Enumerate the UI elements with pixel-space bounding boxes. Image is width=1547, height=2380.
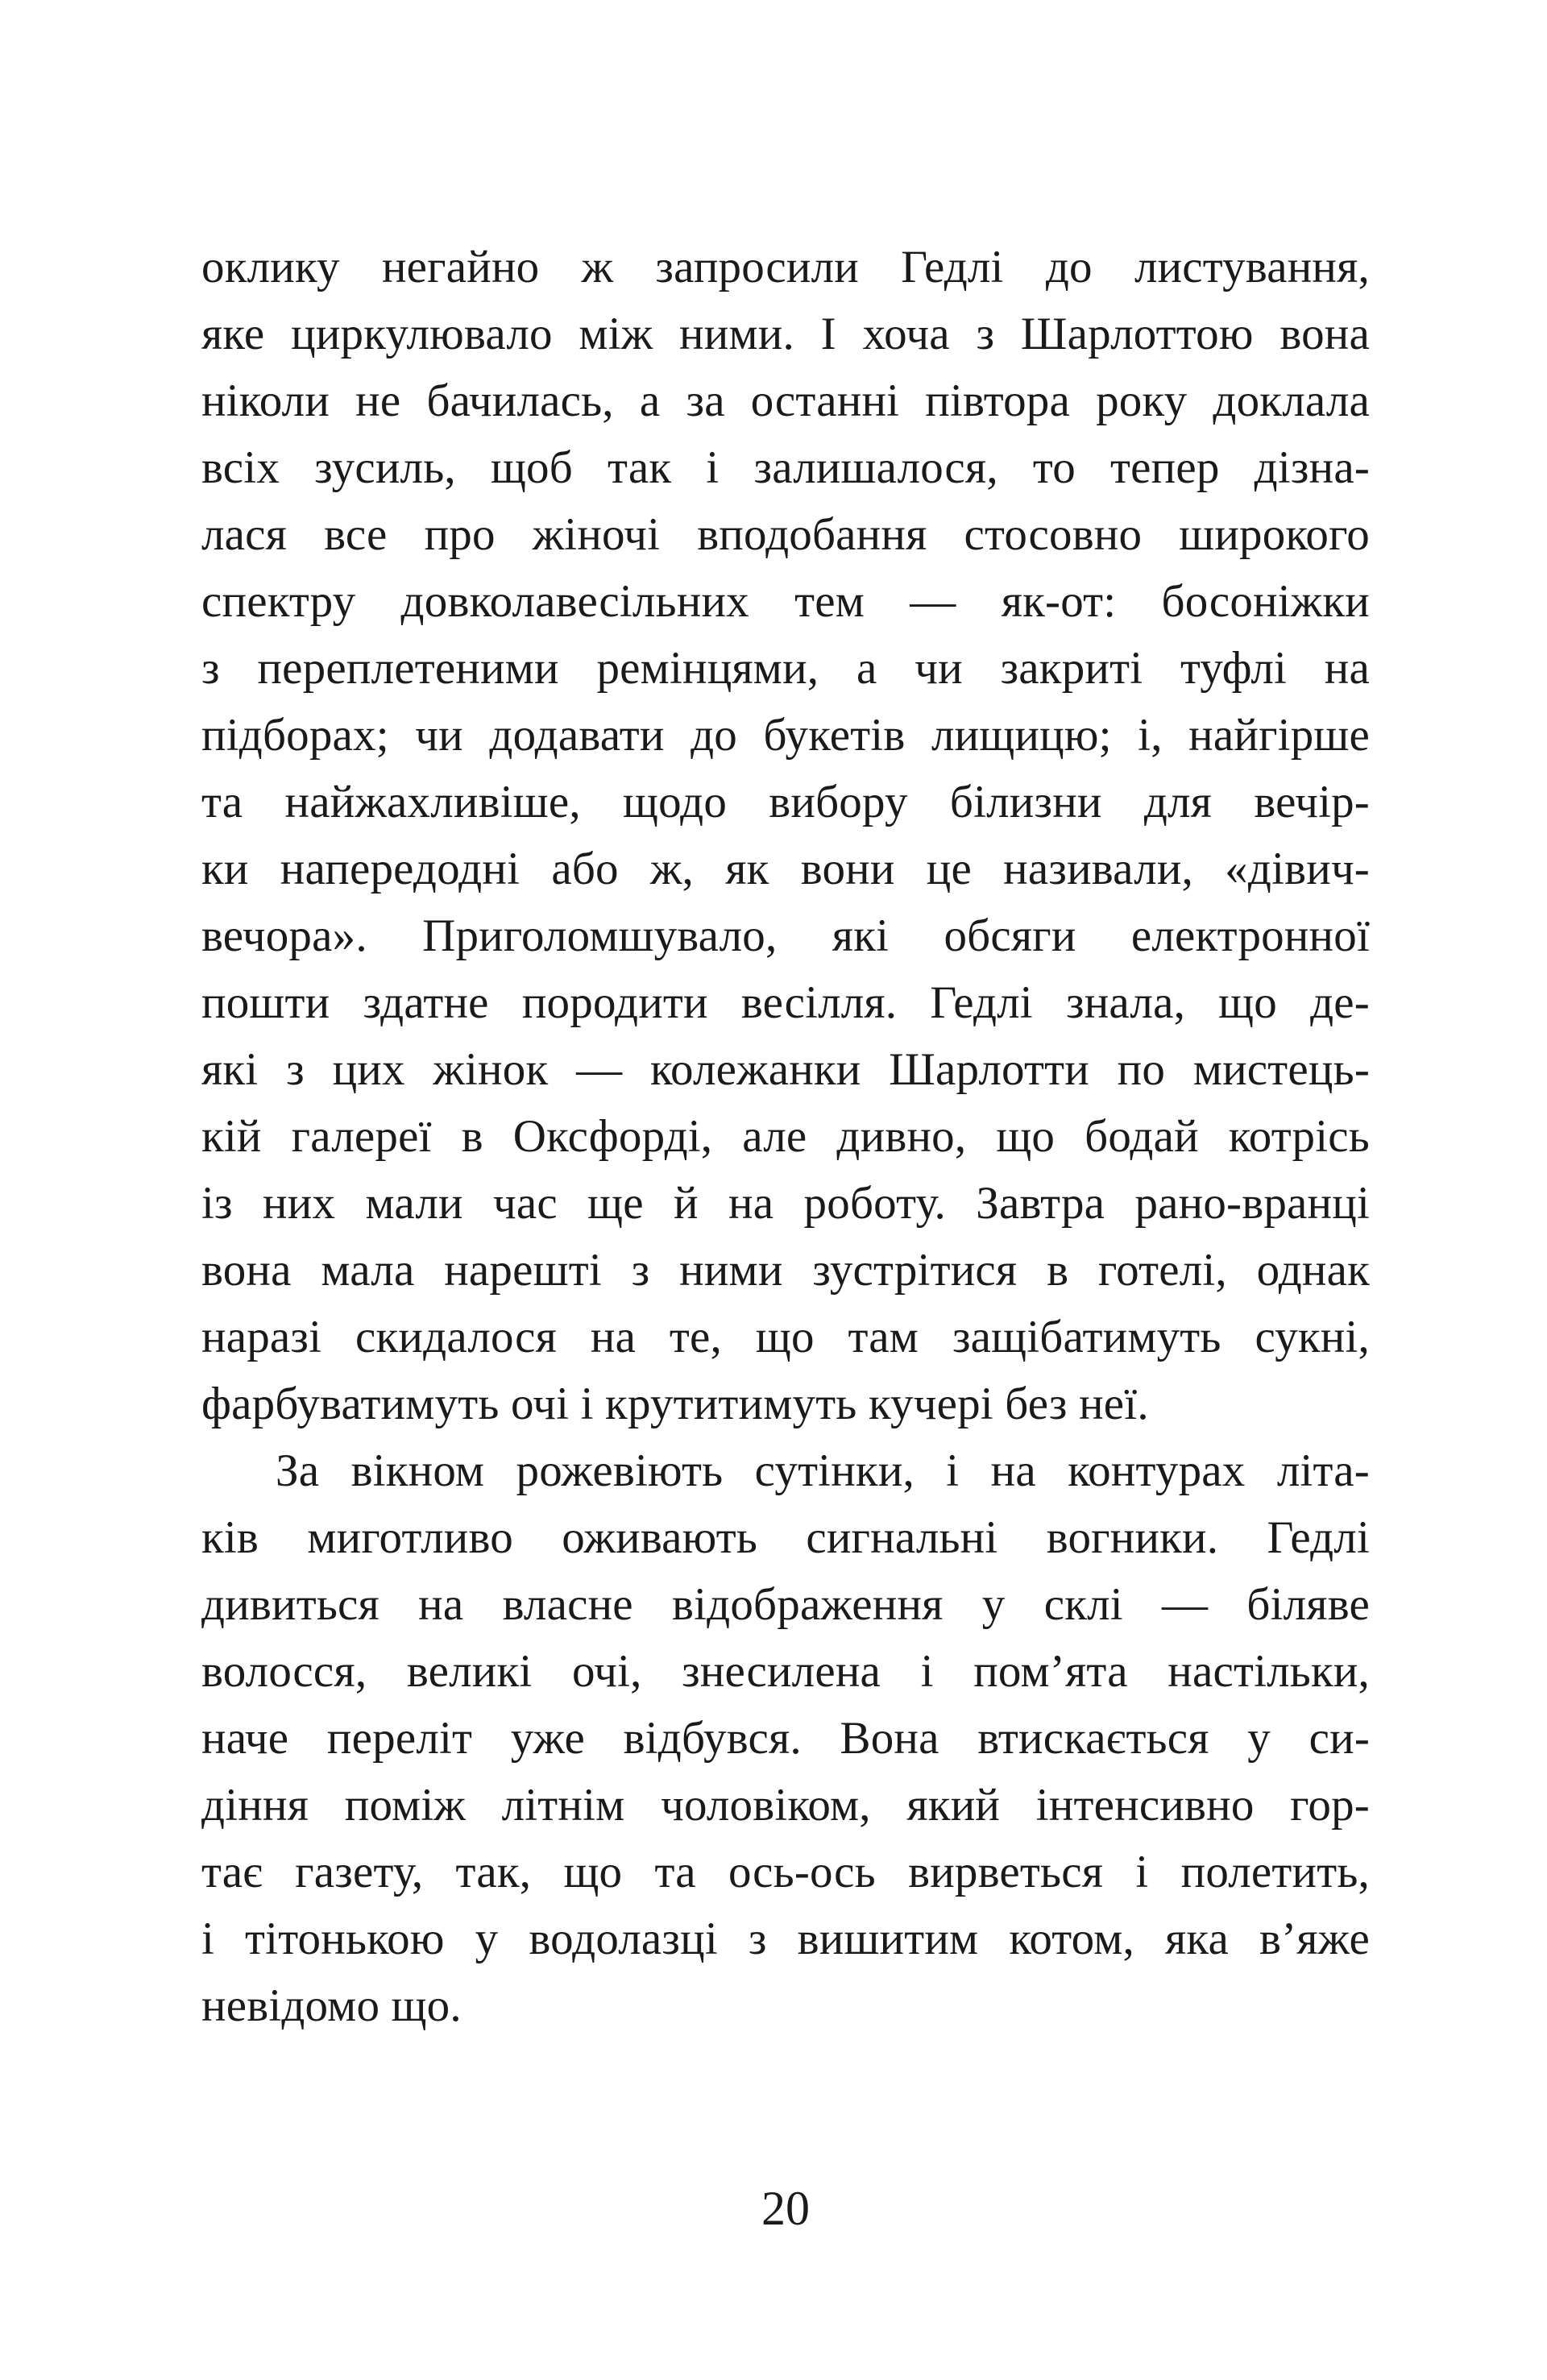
text-line: оклику негайно ж запросили Гедлі до листування,	[201, 242, 1370, 292]
text-line: дивиться на власне відображення у склі — біляве	[201, 1579, 1370, 1630]
text-line: які з цих жінок — колежанки Шарлотти по мистець-	[201, 1044, 1370, 1095]
text-line: лася все про жіночі вподобання стосовно широкого	[201, 509, 1370, 560]
text-line: пошти здатне породити весілля. Гедлі знала, що де-	[201, 977, 1370, 1028]
text-line: та найжахливіше, щодо вибору білизни для вечір-	[201, 777, 1370, 827]
text-line: ніколи не бачилась, а за останні півтора року доклала	[201, 375, 1370, 426]
text-line: ків миготливо оживають сигнальні вогники. Гедлі	[201, 1512, 1370, 1563]
page-number: 20	[761, 2182, 810, 2235]
text-line: ки напередодні або ж, як вони це називали, «дівич-	[201, 844, 1370, 894]
text-line: всіх зусиль, щоб так і залишалося, то тепер дізна-	[201, 442, 1370, 493]
body-text	[201, 234, 1370, 2039]
text-line: наче переліт уже відбувся. Вона втискається у си-	[201, 1713, 1370, 1764]
text-line: кій галереї в Оксфорді, але дивно, що бодай котрісь	[201, 1111, 1370, 1162]
text-line-paragraph-end: фарбуватимуть очі і крутитимуть кучері без неї.	[201, 1379, 1149, 1429]
text-line: волосся, великі очі, знесилена і пом’ята настільки,	[201, 1646, 1370, 1697]
text-line: наразі скидалося на те, що там защібатимуть сукні,	[201, 1312, 1370, 1362]
text-line: вона мала нарешті з ними зустрітися в готелі, однак	[201, 1245, 1370, 1296]
text-line: тає газету, так, що та ось-ось вирветься і полетить,	[201, 1847, 1370, 1897]
text-line: і тітонькою у водолазці з вишитим котом, яка в’яже	[201, 1914, 1370, 1964]
text-line: вечора». Приголомшувало, які обсяги електронної	[201, 910, 1370, 961]
text-line-paragraph-start: За вікном рожевіють сутінки, і на контурах літа-	[276, 1445, 1370, 1496]
text-line: спектру довколавесільних тем — як-от: босоніжки	[201, 576, 1370, 627]
text-line: підборах; чи додавати до букетів лищицю; і, найгірше	[201, 710, 1370, 761]
text-line: з переплетеними ремінцями, а чи закриті туфлі на	[201, 643, 1370, 694]
text-line: із них мали час ще й на роботу. Завтра рано-вранці	[201, 1178, 1370, 1229]
text-line-paragraph-end: невідомо що.	[201, 1980, 462, 2031]
text-line: діння поміж літнім чоловіком, який інтенсивно гор-	[201, 1780, 1370, 1831]
text-line: яке циркулювало між ними. І хоча з Шарлоттою вона	[201, 309, 1370, 359]
